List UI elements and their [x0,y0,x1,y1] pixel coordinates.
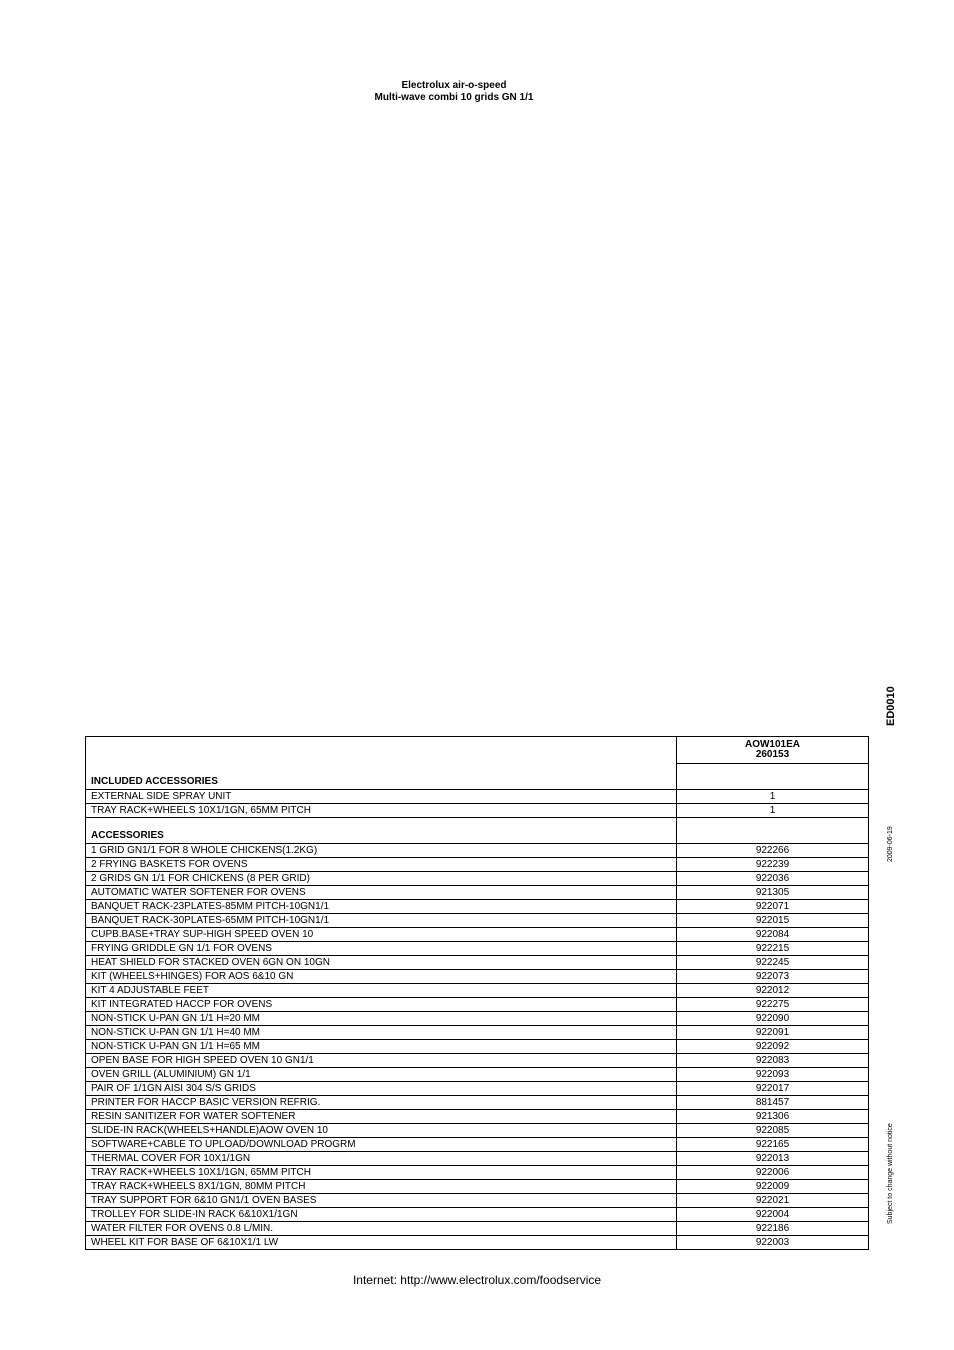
included-row-label: TRAY RACK+WHEELS 10X1/1GN, 65MM PITCH [86,804,677,818]
table-header-row [86,737,869,764]
included-row-value: 1 [677,804,869,818]
accessory-row-label: CUPB.BASE+TRAY SUP-HIGH SPEED OVEN 10 [86,928,677,942]
accessory-row-value: 922215 [677,942,869,956]
accessory-row-value: 922084 [677,928,869,942]
accessory-row-value: 922239 [677,858,869,872]
included-section-value [677,764,869,790]
accessory-row [86,1068,869,1082]
accessory-row [86,900,869,914]
accessory-row [86,1208,869,1222]
title-line-1: Electrolux air-o-speed [401,80,507,91]
included-section-title: INCLUDED ACCESSORIES [86,764,677,790]
accessory-row-value: 922090 [677,1012,869,1026]
accessory-row-value: 922275 [677,998,869,1012]
included-row [86,804,869,818]
doc-code: ED0010 [885,686,897,726]
accessory-row-label: THERMAL COVER FOR 10X1/1GN [86,1152,677,1166]
accessory-row [86,1012,869,1026]
accessory-row-label: TRAY RACK+WHEELS 10X1/1GN, 65MM PITCH [86,1166,677,1180]
accessory-row-value: 922021 [677,1194,869,1208]
accessory-row [86,970,869,984]
accessory-row-value: 922085 [677,1124,869,1138]
accessory-row-value: 922012 [677,984,869,998]
accessory-row-value: 921305 [677,886,869,900]
footer-url: Internet: http://www.electrolux.com/foodservice [352,1273,602,1287]
accessory-row-value: 922073 [677,970,869,984]
accessory-row-label: NON-STICK U-PAN GN 1/1 H=20 MM [86,1012,677,1026]
accessory-row [86,1222,869,1236]
accessory-row-value: 922266 [677,844,869,858]
accessory-row-label: 1 GRID GN1/1 FOR 8 WHOLE CHICKENS(1.2KG) [86,844,677,858]
accessory-row-label: WATER FILTER FOR OVENS 0.8 L/MIN. [86,1222,677,1236]
accessory-row [86,858,869,872]
accessory-row-value: 922006 [677,1166,869,1180]
included-row-value: 1 [677,790,869,804]
accessory-row [86,928,869,942]
accessory-row-label: HEAT SHIELD FOR STACKED OVEN 6GN ON 10GN [86,956,677,970]
accessory-row [86,872,869,886]
page-title [254,80,654,104]
title-line-2: Multi-wave combi 10 grids GN 1/1 [374,92,534,103]
accessory-row-label: 2 GRIDS GN 1/1 FOR CHICKENS (8 PER GRID) [86,872,677,886]
accessory-row-label: SLIDE-IN RACK(WHEELS+HANDLE)AOW OVEN 10 [86,1124,677,1138]
accessory-row [86,998,869,1012]
accessory-row-label: NON-STICK U-PAN GN 1/1 H=65 MM [86,1040,677,1054]
accessory-row-label: PAIR OF 1/1GN AISI 304 S/S GRIDS [86,1082,677,1096]
accessory-row [86,914,869,928]
accessory-row [86,1082,869,1096]
accessory-row [86,1040,869,1054]
accessory-row-value: 922092 [677,1040,869,1054]
accessory-row-value: 921306 [677,1110,869,1124]
accessory-row-label: 2 FRYING BASKETS FOR OVENS [86,858,677,872]
accessory-row-label: AUTOMATIC WATER SOFTENER FOR OVENS [86,886,677,900]
accessory-row-label: OVEN GRILL (ALUMINIUM) GN 1/1 [86,1068,677,1082]
accessory-row-label: OPEN BASE FOR HIGH SPEED OVEN 10 GN1/1 [86,1054,677,1068]
accessory-row-value: 922003 [677,1236,869,1250]
accessory-row [86,1138,869,1152]
accessory-row-value: 881457 [677,1096,869,1110]
accessory-row [86,1152,869,1166]
accessory-row-label: NON-STICK U-PAN GN 1/1 H=40 MM [86,1026,677,1040]
accessory-row-value: 922165 [677,1138,869,1152]
accessory-row [86,956,869,970]
included-row [86,790,869,804]
accessory-row-label: KIT INTEGRATED HACCP FOR OVENS [86,998,677,1012]
accessory-row [86,1110,869,1124]
accessory-row-value: 922013 [677,1152,869,1166]
accessory-row-value: 922083 [677,1054,869,1068]
accessory-row-value: 922093 [677,1068,869,1082]
accessory-row-value: 922091 [677,1026,869,1040]
accessory-row-value: 922017 [677,1082,869,1096]
accessory-row-value: 922245 [677,956,869,970]
accessory-row-label: SOFTWARE+CABLE TO UPLOAD/DOWNLOAD PROGRM [86,1138,677,1152]
included-row-label: EXTERNAL SIDE SPRAY UNIT [86,790,677,804]
accessory-row-label: PRINTER FOR HACCP BASIC VERSION REFRIG. [86,1096,677,1110]
accessory-row [86,886,869,900]
accessory-row [86,984,869,998]
accessory-row [86,1026,869,1040]
header-label-cell [86,737,677,764]
accessory-row-label: TROLLEY FOR SLIDE-IN RACK 6&10X1/1GN [86,1208,677,1222]
accessories-section-row [86,818,869,844]
accessory-row-label: RESIN SANITIZER FOR WATER SOFTENER [86,1110,677,1124]
accessory-row-label: KIT (WHEELS+HINGES) FOR AOS 6&10 GN [86,970,677,984]
accessory-row [86,942,869,956]
accessory-row [86,1236,869,1250]
accessory-row [86,1180,869,1194]
accessory-row-value: 922009 [677,1180,869,1194]
accessories-section-row-value [677,818,869,844]
accessory-row-label: BANQUET RACK-23PLATES-85MM PITCH-10GN1/1 [86,900,677,914]
accessory-row [86,1166,869,1180]
accessory-row-label: KIT 4 ADJUSTABLE FEET [86,984,677,998]
accessory-row [86,1096,869,1110]
accessory-row [86,1194,869,1208]
accessory-row-value: 922015 [677,914,869,928]
accessories-section-row-label: ACCESSORIES [86,818,677,844]
accessory-row-label: BANQUET RACK-30PLATES-65MM PITCH-10GN1/1 [86,914,677,928]
accessory-row-label: WHEEL KIT FOR BASE OF 6&10X1/1 LW [86,1236,677,1250]
model-code: AOW101EA [744,739,800,750]
accessory-row-label: TRAY SUPPORT FOR 6&10 GN1/1 OVEN BASES [86,1194,677,1208]
included-section-row [86,764,869,790]
accessory-row-label: FRYING GRIDDLE GN 1/1 FOR OVENS [86,942,677,956]
accessory-row [86,844,869,858]
accessory-row-value: 922186 [677,1222,869,1236]
model-header-cell [677,737,869,764]
accessory-row [86,1124,869,1138]
accessory-row-value: 922071 [677,900,869,914]
accessory-row-value: 922004 [677,1208,869,1222]
accessory-row-value: 922036 [677,872,869,886]
model-number: 260153 [755,749,790,760]
change-notice: Subject to change without notice [887,1123,894,1224]
accessory-row-label: TRAY RACK+WHEELS 8X1/1GN, 80MM PITCH [86,1180,677,1194]
doc-date: 2009-06-19 [887,826,894,862]
accessories-table [85,736,869,1250]
accessory-row [86,1054,869,1068]
